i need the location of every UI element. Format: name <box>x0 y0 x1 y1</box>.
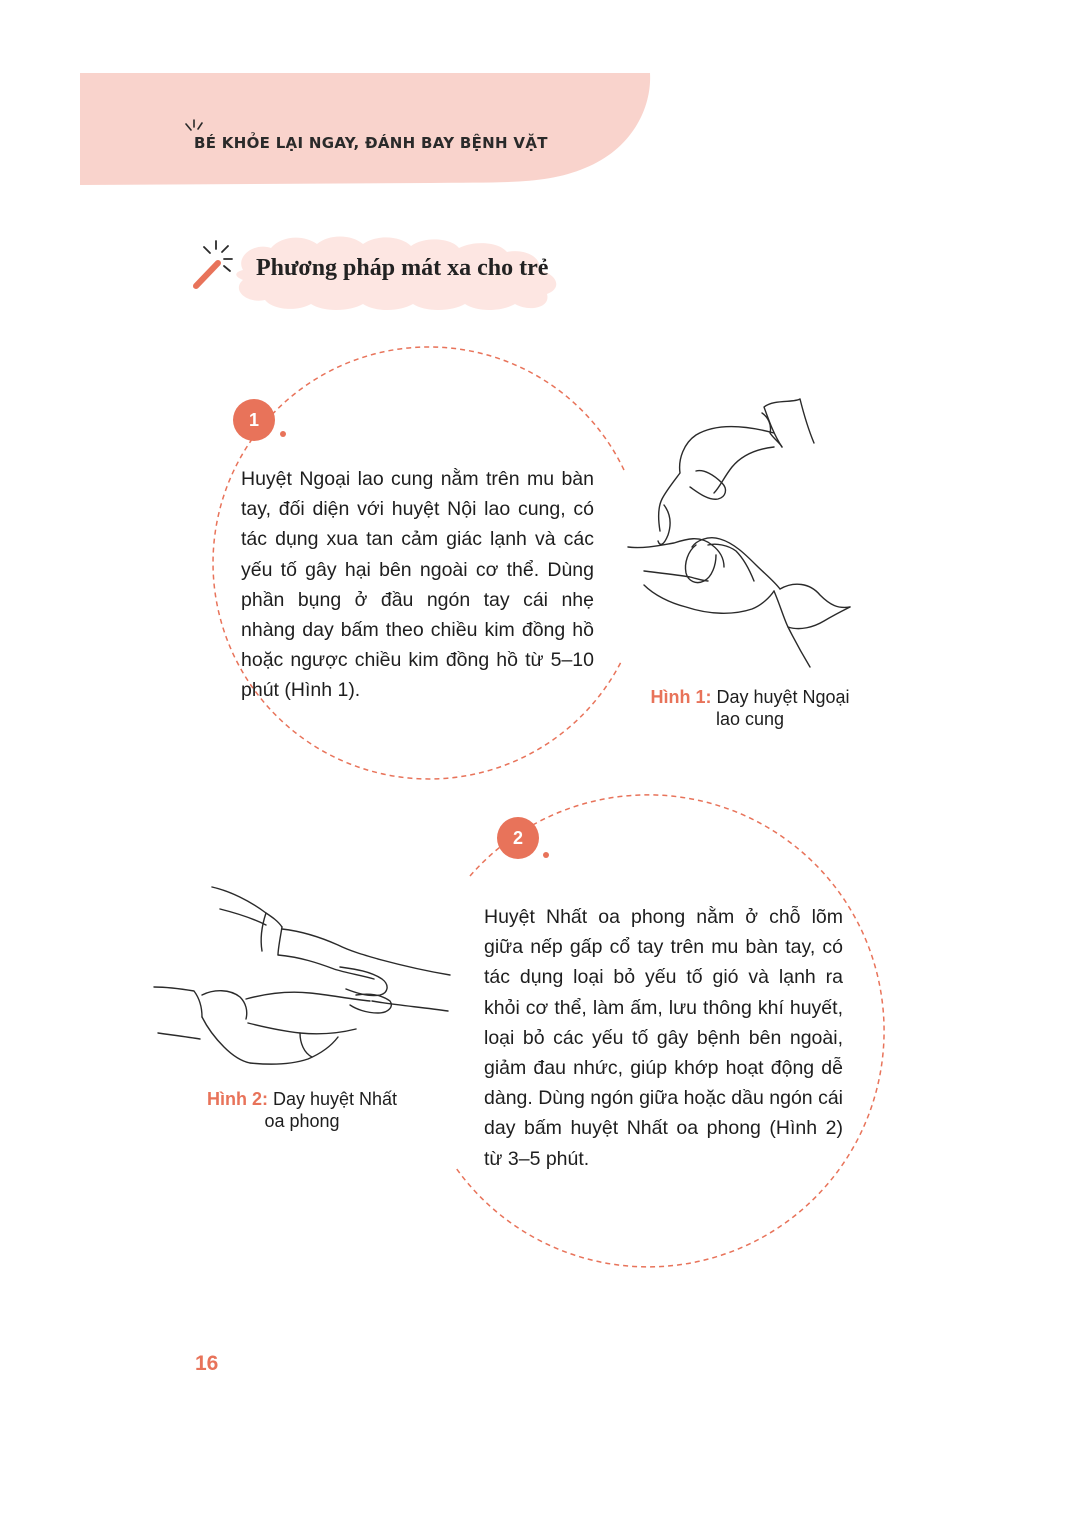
magic-wand-icon <box>188 238 248 293</box>
step-2-number-badge: 2 <box>497 817 539 859</box>
figure-2-caption-text: Day huyệt Nhất oa phong <box>264 1089 398 1131</box>
figure-1-hand-illustration <box>624 395 854 670</box>
figure-1-caption <box>640 686 860 730</box>
step-1-badge-dot <box>280 431 286 437</box>
page-number: 16 <box>195 1352 219 1375</box>
figure-1-caption-text: Day huyệt Ngoại lao cung <box>715 687 850 729</box>
step-1-number-badge: 1 <box>233 399 275 441</box>
figure-2-caption <box>196 1088 408 1132</box>
step-2-text: Huyệt Nhất oa phong nằm ở chỗ lõm giữa nếp gấp cổ tay trên mu bàn tay, có tác dụng loại bỏ yếu tố gió và lạnh ra khỏi cơ thể, làm ấm, lưu thông khí huyết, loại bỏ các yếu tố gây bệnh bên ngoài, giảm đau nhức, giúp khớp hoạt động dễ dàng. Dùng ngón giữa hoặc dầu ngón cái day bấm huyệt Nhất oa phong (Hình 2) từ 3–5 phút. <box>484 906 843 1170</box>
figure-2-hand-illustration <box>150 883 460 1073</box>
figure-1-label: Hình 1: <box>650 687 712 707</box>
section-title: Phương pháp mát xa cho trẻ <box>256 255 549 281</box>
step-2-badge-dot <box>543 852 549 858</box>
running-header: BÉ KHỎE LẠI NGAY, ĐÁNH BAY BỆNH VẶT <box>194 134 548 152</box>
step-1-text: Huyệt Ngoại lao cung nằm trên mu bàn tay, đối diện với huyệt Nội lao cung, có tác dụng xua tan cảm giác lạnh và các yếu tố gây hại bên ngoài cơ thể. Dùng phần bụng ở đầu ngón tay cái nhẹ nhàng day bấm theo chiều kim đồng hồ hoặc ngược chiều kim đồng hồ từ 5–10 phút (Hình 1). <box>241 468 594 702</box>
figure-2-label: Hình 2: <box>206 1089 268 1109</box>
header-band <box>0 0 1071 200</box>
